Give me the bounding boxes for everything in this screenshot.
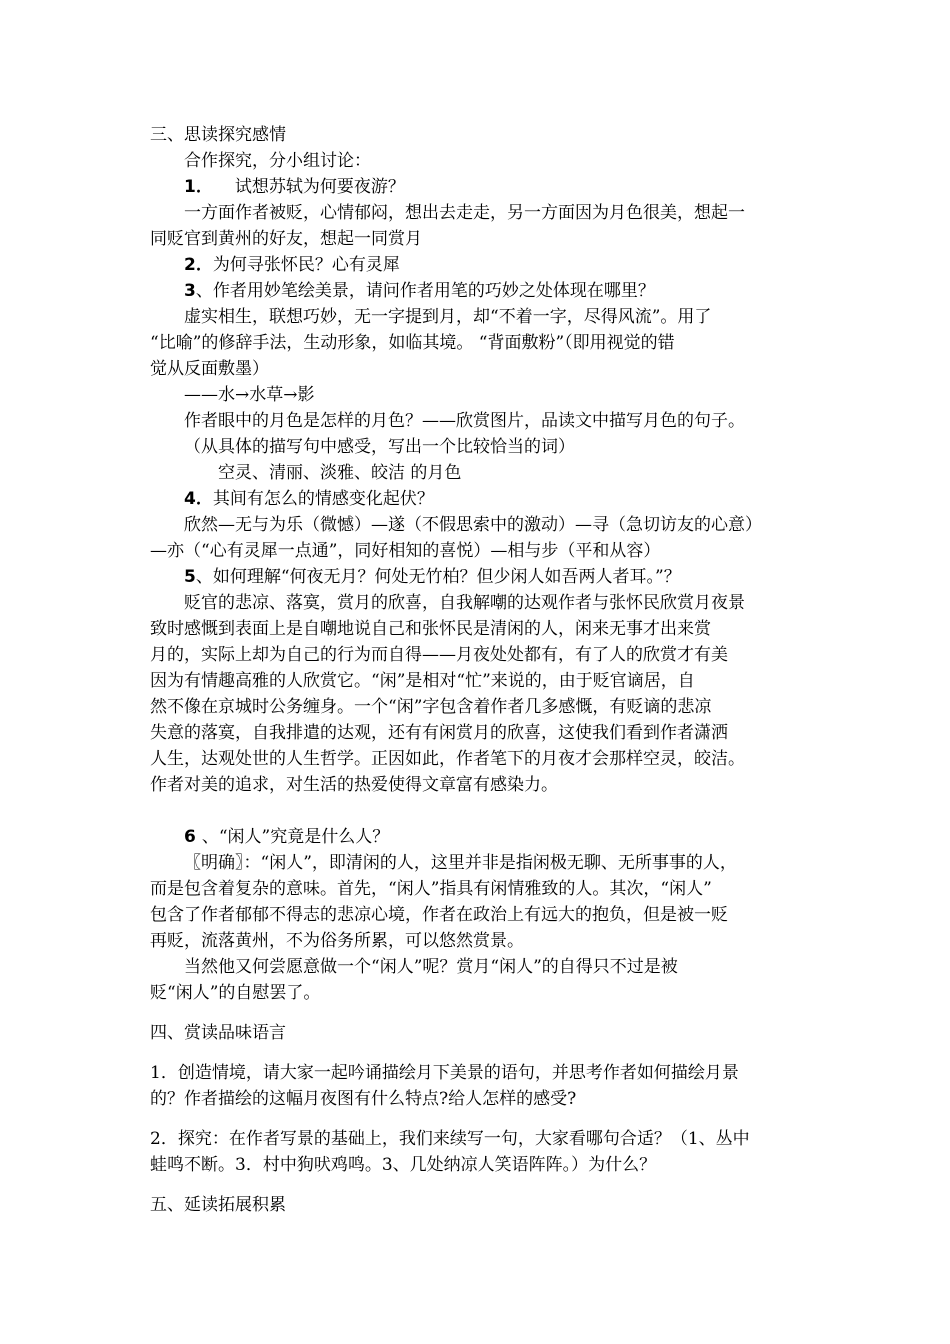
answer-3-line-5: 作者眼中的月色是怎样的月色？——欣赏图片，品读文中描写月色的句子。 bbox=[184, 411, 745, 431]
question-6 bbox=[150, 824, 810, 850]
question-3-number: 3 bbox=[184, 281, 196, 301]
question-2 bbox=[150, 252, 810, 278]
answer-3-line-6: （从具体的描写句中感受，写出一个比较恰当的词） bbox=[184, 437, 575, 457]
answer-5-line-1: 贬官的悲凉、落寞，赏月的欣喜，自我解嘲的达观作者与张怀民欣赏月夜景 bbox=[184, 593, 745, 613]
spacer bbox=[150, 798, 810, 824]
question-3-text: 、作者用妙笔绘美景，请问作者用笔的巧妙之处体现在哪里？ bbox=[195, 281, 655, 301]
section-4-question-2-line-1: 2．探究：在作者写景的基础上，我们来续写一句，大家看哪句合适？（1、丛中 bbox=[150, 1129, 750, 1149]
question-6-text: 、“闲人”究竟是什么人？ bbox=[201, 827, 390, 847]
answer-5-line-4: 因为有情趣高雅的人欣赏它。“闲”是相对“忙”来说的，由于贬官谪居，自 bbox=[150, 671, 695, 691]
answer-3-line-4: ——水→水草→影 bbox=[184, 385, 315, 405]
answer-5-line-7: 人生，达观处世的人生哲学。正因如此，作者笔下的月夜才会那样空灵，皎洁。 bbox=[150, 749, 745, 769]
section-4-question-1-line-2: 的？作者描绘的这幅月夜图有什么特点?给人怎样的感受? bbox=[150, 1089, 577, 1109]
question-4-number: 4． bbox=[184, 489, 213, 509]
answer-6-line-6: 贬“闲人”的自慰罢了。 bbox=[150, 983, 321, 1003]
section-4-question-1-line-1: 1．创造情境，请大家一起吟诵描绘月下美景的语句，并思考作者如何描绘月景 bbox=[150, 1063, 739, 1083]
spacer bbox=[150, 1006, 810, 1020]
answer-3-line-1: 虚实相生，联想巧妙，无一字提到月，却“不着一字，尽得风流”。用了 bbox=[184, 307, 712, 327]
answer-6-line-4: 再贬，流落黄州，不为俗务所累，可以悠然赏景。 bbox=[150, 931, 524, 951]
question-2-number: 2． bbox=[184, 255, 213, 275]
answer-5-line-5: 然不像在京城时公务缠身。一个“闲”字包含着作者几多感慨，有贬谪的悲凉 bbox=[150, 697, 712, 717]
spacer bbox=[150, 1046, 810, 1060]
answer-6-line-1: 〖明确〗：“闲人”，即清闲的人，这里并非是指闲极无聊、无所事事的人， bbox=[184, 853, 737, 873]
answer-5-line-6: 失意的落寞，自我排遣的达观，还有有闲赏月的欣喜，这使我们看到作者潇洒 bbox=[150, 723, 728, 743]
answer-5-line-8: 作者对美的追求，对生活的热爱使得文章富有感染力。 bbox=[150, 775, 558, 795]
answer-4-line-2: —亦（“心有灵犀一点通”，同好相知的喜悦）—相与步（平和从容） bbox=[150, 541, 661, 561]
question-1-text: 试想苏轼为何要夜游？ bbox=[234, 177, 405, 197]
question-6-number: 6 bbox=[184, 827, 196, 847]
answer-3-line-7: 空灵、清丽、淡雅、皎洁 的月色 bbox=[218, 463, 462, 483]
question-3 bbox=[150, 278, 810, 304]
section-5-heading: 五、延读拓展积累 bbox=[150, 1195, 286, 1215]
section-4-heading: 四、赏读品味语言 bbox=[150, 1023, 286, 1043]
section-4-question-2-line-2: 蛙鸣不断。3．村中狗吠鸡鸣。3、几处纳凉人笑语阵阵。）为什么？ bbox=[150, 1155, 657, 1175]
section-3-intro: 合作探究，分小组讨论： bbox=[184, 151, 371, 171]
answer-3-line-2: “比喻”的修辞手法，生动形象，如临其境。 “背面敷粉”（即用视觉的错 bbox=[150, 333, 675, 353]
answer-5-line-3: 月的，实际上却为自己的行为而自得——月夜处处都有，有了人的欣赏才有美 bbox=[150, 645, 728, 665]
spacer bbox=[150, 1178, 810, 1192]
question-4 bbox=[150, 486, 810, 512]
answer-6-line-5: 当然他又何尝愿意做一个“闲人”呢？赏月“闲人”的自得只不过是被 bbox=[184, 957, 678, 977]
section-3-heading: 三、思读探究感情 bbox=[150, 125, 286, 145]
answer-1-line-1: 一方面作者被贬，心情郁闷，想出去走走，另一方面因为月色很美，想起一 bbox=[184, 203, 745, 223]
question-4-text: 其间有怎么的情感变化起伏？ bbox=[212, 489, 434, 509]
question-5 bbox=[150, 564, 810, 590]
spacer bbox=[150, 1112, 810, 1126]
answer-1-line-2: 同贬官到黄州的好友，想起一同赏月 bbox=[150, 229, 422, 249]
answer-6-line-3: 包含了作者郁郁不得志的悲凉心境，作者在政治上有远大的抱负，但是被一贬 bbox=[150, 905, 728, 925]
answer-6-line-2: 而是包含着复杂的意味。首先，“闲人”指具有闲情雅致的人。其次，“闲人” bbox=[150, 879, 712, 899]
question-2-text: 为何寻张怀民？心有灵犀 bbox=[212, 255, 400, 275]
answer-4-line-1: 欣然—无与为乐（微憾）—遂（不假思索中的激动）—寻（急切访友的心意） bbox=[184, 515, 762, 535]
question-1-number: 1． bbox=[184, 177, 213, 197]
question-5-number: 5 bbox=[184, 567, 196, 587]
answer-3-line-3: 觉从反面敷墨） bbox=[150, 359, 269, 379]
answer-5-line-2: 致时感慨到表面上是自嘲地说自己和张怀民是清闲的人，闲来无事才出来赏 bbox=[150, 619, 711, 639]
question-1 bbox=[150, 174, 810, 200]
document-body bbox=[150, 122, 810, 1218]
question-5-text: 、如何理解“何夜无月？何处无竹柏？但少闲人如吾两人者耳。”？ bbox=[195, 567, 681, 587]
